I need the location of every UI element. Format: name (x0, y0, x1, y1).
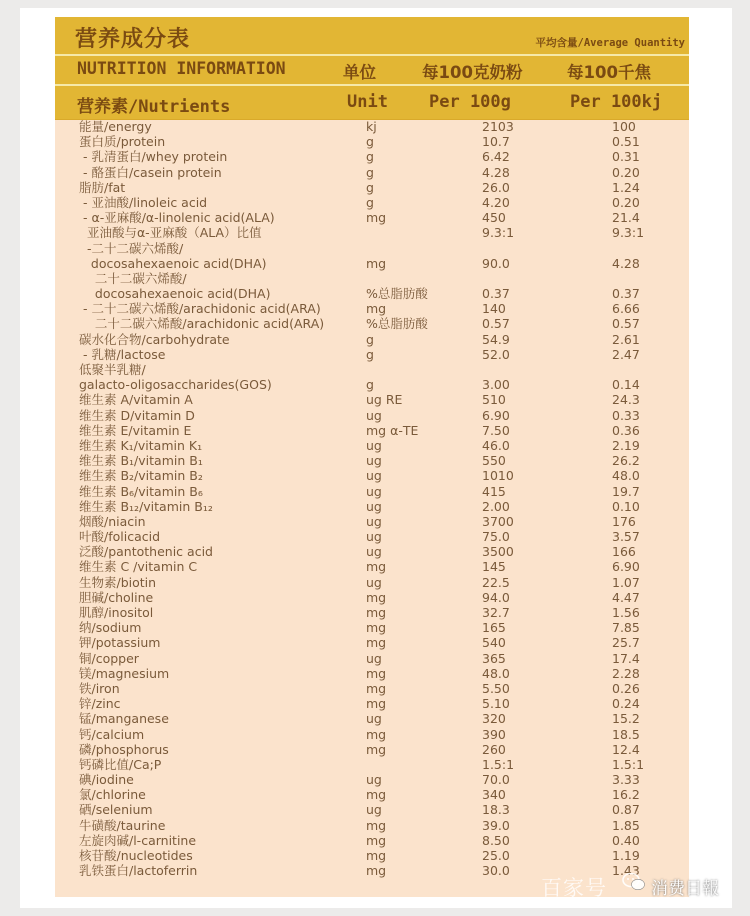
nutrient-unit: ug (366, 513, 382, 529)
value-per-100g: 48.0 (482, 665, 510, 681)
value-per-100g: 94.0 (482, 589, 510, 605)
nutrient-name: galacto-oligosaccharides(GOS) (79, 377, 272, 393)
value-per-100kj: 18.5 (612, 726, 640, 742)
nutrient-name: 乳铁蛋白/lactoferrin (79, 863, 198, 879)
value-per-100g: 8.50 (482, 832, 510, 848)
nutrient-name: 牛磺酸/taurine (79, 817, 166, 833)
nutrient-name: 能量/energy (79, 119, 152, 134)
table-row (55, 833, 689, 848)
value-per-100kj: 3.57 (612, 529, 640, 545)
nutrient-unit: g (366, 194, 374, 210)
value-per-100kj: 4.47 (612, 589, 640, 605)
value-per-100kj: 6.66 (612, 301, 640, 317)
value-per-100g: 25.0 (482, 848, 510, 863)
nutrient-name: 纳/sodium (79, 620, 142, 636)
value-per-100g: 4.20 (482, 194, 510, 210)
value-per-100g: 3500 (482, 544, 514, 560)
table-row (55, 256, 689, 271)
nutrient-name: 铜/copper (79, 650, 139, 666)
value-per-100kj: 1.07 (612, 574, 640, 590)
nutrient-unit: ug (366, 711, 382, 727)
value-per-100kj: 0.31 (612, 149, 640, 165)
value-per-100g: 2.00 (482, 498, 510, 514)
table-row (55, 711, 689, 726)
nutrient-unit: mg (366, 665, 387, 681)
value-per-100kj: 2.28 (612, 665, 640, 681)
nutrient-unit: %总脂肪酸 (366, 286, 428, 302)
value-per-100kj: 3.33 (612, 772, 640, 788)
nutrient-unit: mg (366, 589, 387, 605)
value-per-100g: 165 (482, 620, 506, 636)
average-quantity-label: 平均含量/Average Quantity (535, 37, 685, 49)
value-per-100g: 6.42 (482, 149, 510, 165)
header-per100kj-cn: 每100千焦 (567, 63, 651, 82)
table-row (55, 742, 689, 757)
value-per-100g: 9.3:1 (482, 225, 515, 241)
nutrient-unit: mg (366, 817, 387, 833)
nutrient-unit: ug (366, 407, 382, 423)
value-per-100g: 365 (482, 650, 506, 666)
table-row (55, 514, 689, 529)
nutrient-name: 胆碱/choline (79, 589, 154, 605)
value-per-100g: 415 (482, 483, 506, 499)
value-per-100kj: 17.4 (612, 650, 640, 666)
table-row (55, 651, 689, 666)
nutrient-name: 铁/iron (79, 680, 120, 696)
nutrient-unit: kj (366, 119, 377, 134)
value-per-100g: 0.37 (482, 286, 510, 302)
nutrient-unit: g (366, 346, 374, 362)
nutrient-unit: mg (366, 696, 387, 712)
nutrient-name: 泛酸/pantothenic acid (79, 544, 213, 560)
table-row (55, 180, 689, 195)
nutrient-name: - 酪蛋白/casein protein (79, 164, 222, 180)
table-row (55, 620, 689, 635)
value-per-100g: 450 (482, 210, 506, 226)
nutrient-name: 二十二碳六烯酸/arachidonic acid(ARA) (79, 316, 325, 332)
value-per-100g: 5.10 (482, 696, 510, 712)
value-per-100kj: 0.10 (612, 498, 640, 514)
value-per-100g: 320 (482, 711, 506, 727)
value-per-100g: 1.5:1 (482, 756, 515, 772)
nutrient-unit: mg (366, 620, 387, 636)
nutrient-unit: g (366, 377, 374, 393)
nutrient-unit: g (366, 149, 374, 165)
value-per-100kj: 0.51 (612, 134, 640, 150)
value-per-100kj: 1.5:1 (612, 756, 645, 772)
nutrient-name: 维生素 B₁₂/vitamin B₁₂ (79, 498, 213, 514)
table-row (55, 484, 689, 499)
table-row (55, 468, 689, 483)
nutrient-name: docosahexaenoic acid(DHA) (79, 286, 271, 302)
table-row (55, 848, 689, 863)
watermark-platform: 百家号 (541, 876, 607, 900)
header-unit-cn: 单位 (343, 63, 376, 82)
nutrient-unit: ug RE (366, 392, 403, 408)
nutrient-unit: mg (366, 680, 387, 696)
value-per-100kj: 16.2 (612, 787, 640, 803)
value-per-100kj: 0.24 (612, 696, 640, 712)
nutrient-name: 氯/chlorine (79, 787, 146, 803)
header-nutrition-information: NUTRITION INFORMATION (77, 59, 286, 78)
watermark-author: 消费日報 (651, 879, 719, 899)
value-per-100g: 390 (482, 726, 506, 742)
header-nutrients: 营养素/Nutrients (77, 97, 231, 117)
value-per-100g: 340 (482, 787, 506, 803)
nutrient-unit: g (366, 134, 374, 150)
table-row (55, 316, 689, 331)
value-per-100kj: 0.40 (612, 832, 640, 848)
table-row (55, 635, 689, 650)
table-body (55, 119, 689, 878)
nutrition-table (55, 17, 689, 897)
nutrient-name: 肌醇/inositol (79, 605, 154, 620)
value-per-100kj: 2.47 (612, 346, 640, 362)
nutrient-name: - 亚油酸/linoleic acid (79, 194, 208, 210)
nutrient-name: 生物素/biotin (79, 574, 157, 590)
nutrient-name: 维生素 D/vitamin D (79, 407, 195, 423)
value-per-100kj: 100 (612, 119, 636, 134)
nutrient-unit: mg (366, 635, 387, 651)
nutrient-name: 维生素 K₁/vitamin K₁ (79, 437, 203, 453)
nutrient-unit: mg (366, 210, 387, 226)
value-per-100g: 260 (482, 741, 506, 757)
table-row (55, 271, 689, 286)
table-row (55, 301, 689, 316)
value-per-100g: 6.90 (482, 407, 510, 423)
value-per-100g: 54.9 (482, 331, 510, 347)
value-per-100g: 510 (482, 392, 506, 408)
table-row (55, 210, 689, 225)
table-row (55, 666, 689, 681)
table-row (55, 408, 689, 423)
value-per-100kj: 0.87 (612, 802, 640, 818)
value-per-100g: 10.7 (482, 134, 510, 150)
nutrient-name: docosahexaenoic acid(DHA) (79, 255, 267, 271)
value-per-100g: 540 (482, 635, 506, 651)
nutrient-name: 核苷酸/nucleotides (79, 848, 193, 863)
nutrient-name: - 乳糖/lactose (79, 346, 166, 362)
value-per-100kj: 0.14 (612, 377, 640, 393)
table-row (55, 529, 689, 544)
nutrient-name: 叶酸/folicacid (79, 529, 161, 545)
table-row (55, 165, 689, 180)
value-per-100g: 18.3 (482, 802, 510, 818)
table-row (55, 605, 689, 620)
table-row (55, 423, 689, 438)
value-per-100kj: 176 (612, 513, 636, 529)
value-per-100g: 2103 (482, 119, 514, 134)
value-per-100kj: 1.19 (612, 848, 640, 863)
table-row (55, 149, 689, 164)
nutrient-unit: ug (366, 574, 382, 590)
nutrient-name: 碳水化合物/carbohydrate (79, 331, 230, 347)
nutrient-unit: ug (366, 650, 382, 666)
table-row (55, 772, 689, 787)
value-per-100kj: 0.26 (612, 680, 640, 696)
nutrient-unit: ug (366, 468, 382, 484)
value-per-100kj: 1.56 (612, 605, 640, 620)
nutrient-unit: g (366, 179, 374, 195)
nutrient-name: 钙磷比值/Ca;P (79, 756, 162, 772)
nutrient-name: 镁/magnesium (79, 665, 170, 681)
table-row (55, 696, 689, 711)
table-row (55, 347, 689, 362)
nutrient-unit: mg α-TE (366, 422, 419, 438)
table-row (55, 438, 689, 453)
value-per-100g: 140 (482, 301, 506, 317)
table-row (55, 499, 689, 514)
value-per-100kj: 0.57 (612, 316, 640, 332)
value-per-100kj: 166 (612, 544, 636, 560)
value-per-100kj: 2.61 (612, 331, 640, 347)
nutrient-name: 蛋白质/protein (79, 134, 166, 150)
value-per-100g: 39.0 (482, 817, 510, 833)
nutrient-name: 硒/selenium (79, 802, 153, 818)
value-per-100kj: 7.85 (612, 620, 640, 636)
value-per-100kj: 1.43 (612, 863, 640, 879)
nutrient-unit: mg (366, 863, 387, 879)
nutrient-unit: ug (366, 498, 382, 514)
header-row-cn (55, 56, 689, 84)
nutrient-name: 维生素 B₆/vitamin B₆ (79, 483, 203, 499)
nutrient-name: - α-亚麻酸/α-linolenic acid(ALA) (79, 210, 275, 226)
table-row (55, 377, 689, 392)
table-row (55, 225, 689, 240)
nutrient-unit: mg (366, 726, 387, 742)
table-title: 营养成分表 (75, 27, 191, 52)
value-per-100kj: 1.24 (612, 179, 640, 195)
table-row (55, 575, 689, 590)
nutrient-name: - 二十二碳六烯酸/arachidonic acid(ARA) (79, 301, 321, 317)
table-row (55, 453, 689, 468)
table-row (55, 241, 689, 256)
nutrient-unit: ug (366, 529, 382, 545)
table-row (55, 544, 689, 559)
value-per-100kj: 26.2 (612, 453, 640, 469)
value-per-100g: 1010 (482, 468, 514, 484)
nutrient-name: 碘/iodine (79, 772, 134, 788)
value-per-100g: 550 (482, 453, 506, 469)
value-per-100kj: 0.36 (612, 422, 640, 438)
value-per-100kj: 2.19 (612, 437, 640, 453)
nutrient-unit: g (366, 164, 374, 180)
value-per-100kj: 12.4 (612, 741, 640, 757)
nutrient-unit: mg (366, 741, 387, 757)
nutrient-unit: ug (366, 772, 382, 788)
table-title-bar (55, 17, 689, 54)
header-per100kj-en: Per 100kj (570, 92, 663, 112)
nutrient-unit: ug (366, 437, 382, 453)
nutrient-name: 脂肪/fat (79, 179, 126, 195)
value-per-100kj: 0.20 (612, 164, 640, 180)
nutrient-name: 维生素 B₁/vitamin B₁ (79, 453, 203, 469)
table-row (55, 681, 689, 696)
value-per-100kj: 25.7 (612, 635, 640, 651)
value-per-100g: 145 (482, 559, 506, 575)
value-per-100g: 70.0 (482, 772, 510, 788)
nutrient-unit: mg (366, 255, 387, 271)
table-row (55, 332, 689, 347)
value-per-100g: 75.0 (482, 529, 510, 545)
table-row (55, 559, 689, 574)
header-per100g-cn: 每100克奶粉 (422, 63, 523, 82)
nutrient-name: -二十二碳六烯酸/ (79, 240, 184, 256)
nutrient-unit: mg (366, 605, 387, 620)
value-per-100g: 52.0 (482, 346, 510, 362)
nutrient-name: 烟酸/niacin (79, 513, 146, 529)
nutrient-unit: mg (366, 832, 387, 848)
nutrient-unit: mg (366, 301, 387, 317)
value-per-100g: 3.00 (482, 377, 510, 393)
nutrient-name: 维生素 C /vitamin C (79, 559, 198, 575)
value-per-100g: 22.5 (482, 574, 510, 590)
value-per-100kj: 0.33 (612, 407, 640, 423)
nutrient-unit: mg (366, 848, 387, 863)
value-per-100kj: 4.28 (612, 255, 640, 271)
value-per-100kj: 19.7 (612, 483, 640, 499)
header-unit-en: Unit (347, 92, 388, 112)
value-per-100g: 3700 (482, 513, 514, 529)
nutrient-name: 亚油酸与α-亚麻酸（ALA）比值 (79, 225, 262, 241)
value-per-100g: 5.50 (482, 680, 510, 696)
value-per-100kj: 6.90 (612, 559, 640, 575)
nutrient-name: 二十二碳六烯酸/ (79, 270, 187, 286)
table-row (55, 727, 689, 742)
table-row (55, 802, 689, 817)
value-per-100g: 30.0 (482, 863, 510, 879)
nutrient-unit: mg (366, 787, 387, 803)
nutrient-name: 钾/potassium (79, 635, 161, 651)
nutrient-name: 左旋肉碱/l-carnitine (79, 832, 197, 848)
value-per-100kj: 0.37 (612, 286, 640, 302)
nutrient-unit: ug (366, 544, 382, 560)
value-per-100g: 46.0 (482, 437, 510, 453)
nutrient-name: 钙/calcium (79, 726, 145, 742)
wechat-icon (622, 872, 646, 892)
table-row (55, 392, 689, 407)
value-per-100g: 4.28 (482, 164, 510, 180)
value-per-100kj: 24.3 (612, 392, 640, 408)
table-row (55, 286, 689, 301)
value-per-100g: 90.0 (482, 255, 510, 271)
value-per-100kj: 1.85 (612, 817, 640, 833)
nutrient-name: 锰/manganese (79, 711, 169, 727)
nutrient-name: - 乳清蛋白/whey protein (79, 149, 228, 165)
value-per-100g: 32.7 (482, 605, 510, 620)
nutrient-unit: ug (366, 453, 382, 469)
table-row (55, 134, 689, 149)
header-row-en (55, 86, 689, 120)
nutrient-name: 锌/zinc (79, 696, 121, 712)
value-per-100kj: 0.20 (612, 194, 640, 210)
value-per-100kj: 48.0 (612, 468, 640, 484)
table-row (55, 590, 689, 605)
table-row (55, 757, 689, 772)
nutrient-name: 低聚半乳糖/ (79, 362, 146, 377)
table-row (55, 362, 689, 377)
nutrient-name: 磷/phosphorus (79, 741, 169, 757)
nutrient-name: 维生素 B₂/vitamin B₂ (79, 468, 203, 484)
nutrient-name: 维生素 A/vitamin A (79, 392, 193, 408)
value-per-100g: 0.57 (482, 316, 510, 332)
nutrient-unit: %总脂肪酸 (366, 316, 428, 332)
value-per-100kj: 21.4 (612, 210, 640, 226)
nutrient-name: 维生素 E/vitamin E (79, 422, 192, 438)
nutrient-unit: mg (366, 559, 387, 575)
value-per-100kj: 15.2 (612, 711, 640, 727)
nutrient-unit: g (366, 331, 374, 347)
nutrient-unit: ug (366, 802, 382, 818)
value-per-100g: 26.0 (482, 179, 510, 195)
table-row (55, 787, 689, 802)
nutrient-unit: ug (366, 483, 382, 499)
table-row (55, 119, 689, 134)
table-row (55, 818, 689, 833)
value-per-100kj: 9.3:1 (612, 225, 645, 241)
value-per-100g: 7.50 (482, 422, 510, 438)
table-row (55, 195, 689, 210)
header-per100g-en: Per 100g (429, 92, 511, 112)
